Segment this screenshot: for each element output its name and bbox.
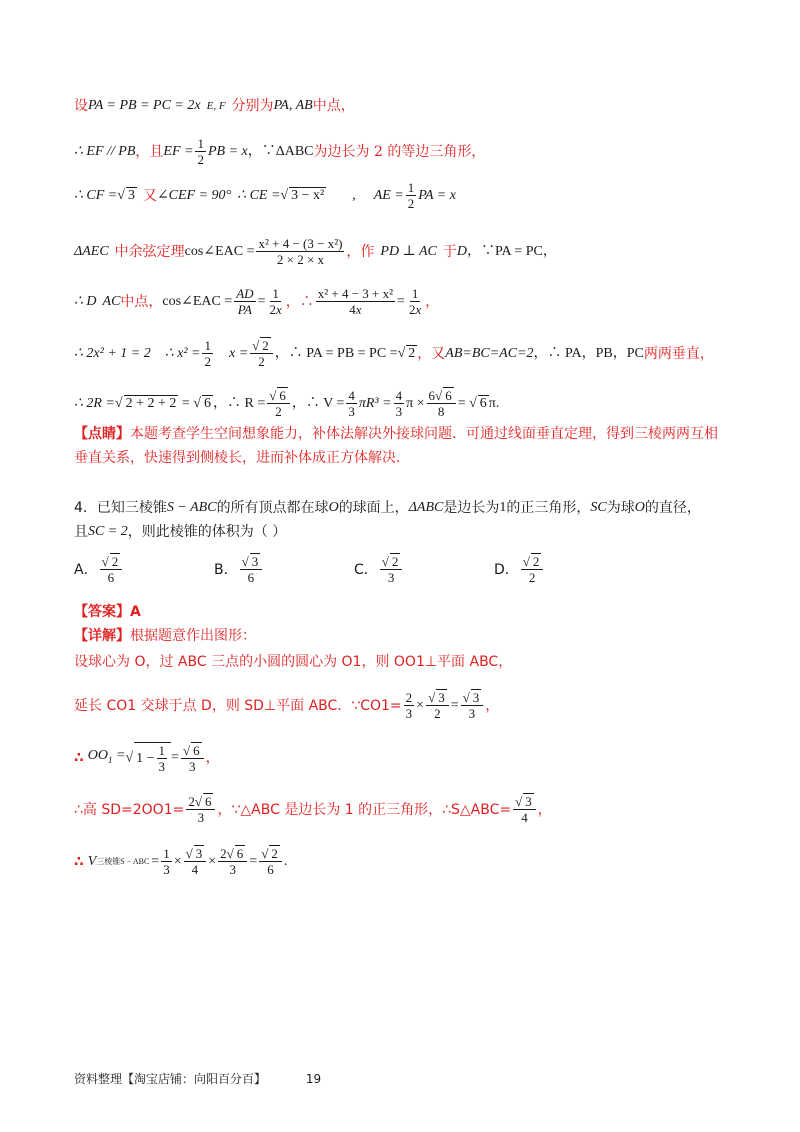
text: 为球 [606, 500, 635, 516]
text: 是边长为 [443, 500, 500, 516]
math: EF = [163, 143, 194, 159]
answer-label: 【答案】 [74, 604, 130, 620]
solution-line-2 [74, 136, 485, 167]
option-c[interactable]: C． $\frac{√ 2}{3}$ [354, 554, 494, 585]
math: ，∴ R = [212, 395, 266, 411]
page-footer [74, 1070, 321, 1087]
answer-line [74, 602, 141, 622]
text: 中点， [120, 293, 163, 310]
question-number: 4． [74, 500, 97, 516]
math: ，∴ PA，PB，PC [533, 345, 644, 361]
text: 中点， [312, 98, 355, 114]
math: ∴ x² = [164, 345, 201, 361]
text: 延长 CO1 交球于点 D，则 SD⊥平面 ABC．∵CO1= [74, 697, 402, 714]
math: ∴ CF = [74, 187, 118, 203]
math: PD ⊥ AC [380, 243, 437, 259]
page-number: 19 [305, 1072, 322, 1086]
text: 中余弦定理 [114, 243, 185, 260]
math: E, F [206, 100, 226, 112]
math: ，∴ V = [291, 395, 345, 411]
answer-value: A [130, 604, 141, 620]
math: AC [102, 293, 121, 309]
note-line-1 [74, 424, 718, 444]
math: ∴ EF // PB [74, 143, 136, 159]
math: cos∠EAC = [184, 243, 255, 259]
note-label: 【点睛】 [74, 426, 130, 442]
detail-line [74, 626, 256, 646]
math: ΔABC [408, 500, 444, 515]
fraction: $\frac{1}{2}$ [197, 136, 204, 167]
math: ，∴ PA = PB = PC = [274, 345, 398, 361]
solution-line-7: ∴ 2R = √ 2 + 2 + 2 = √ 6 ，∴ R = $\frac{√ 6}{2}$ ，∴ V = $\frac{4}{3}$ πR³ = $\frac{4}{3}$ π × $\frac{6√ 6}{8}$ = √ 6 π. [74, 388, 500, 419]
question-4-line-2 [74, 522, 286, 542]
math: ∴ CE = [237, 187, 281, 203]
text: 设 [74, 98, 88, 114]
text: ，则此棱锥的体积为（ ） [127, 524, 287, 540]
math: ，∵ΔABC [247, 143, 314, 159]
math: AE = [373, 187, 404, 203]
text: 的球面上， [338, 500, 409, 516]
question-4-line-1 [74, 498, 701, 518]
detail-text: 根据题意作出图形： [130, 628, 256, 644]
solution-line-3: ∴ CF = √ 3 又 ∠CEF = 90° ∴ CE = √ 3 − x² , AE = $\frac{1}{2}$ PA = x [74, 180, 456, 211]
detail-line-3: ∴ $OO_1$ = √ 1 − $\frac{1}{3}$ = $\frac{√ 6}{3}$ ， [74, 742, 220, 774]
note-text: 本题考查学生空间想象能力，补体法解决外接球问题．可通过线面垂直定理，得到三棱两两互相 [130, 426, 718, 442]
math: cos∠EAC = [162, 293, 233, 309]
math: π. [488, 395, 500, 411]
solution-line-5: ∴ D AC 中点， cos∠EAC = $\frac{AD}{PA}$ = $\frac{1}{2x}$ ，∴ $\frac{\text{x² + 4 − 3 + x²}}{4x}$ = $\frac{1}{2x}$ ， [74, 286, 440, 317]
math: D [456, 243, 468, 259]
math: PA = PB = PC = 2x [88, 98, 201, 113]
math: ∠CEF = 90° [156, 187, 232, 203]
text: 三棱锥S − ABC [96, 856, 150, 866]
detail-line-5: ∴ V 三棱锥S − ABC = $\frac{1}{3}$ × $\frac{√ 3}{4}$ × $\frac{2√ 6}{3}$ = $\frac{√ 2}{6}$ . [74, 846, 288, 877]
math: π × [406, 395, 425, 411]
note-line-2 [74, 448, 400, 468]
fraction: $\frac{\text{x² + 4 − (3 − x²)}}{2 \times 2 \times x}$ [258, 236, 343, 267]
math: PB = x [207, 143, 248, 159]
text: 且 [74, 524, 88, 540]
math: SC [590, 500, 607, 515]
text: ，又 [417, 345, 446, 362]
math: 1 [499, 500, 507, 515]
text: 又 [142, 187, 157, 204]
text: 于 [442, 243, 457, 260]
text: 为边长为 2 的等边三角形， [313, 143, 486, 160]
detail-line-1 [74, 652, 512, 672]
detail-line-2: 延长 CO1 交球于点 D，则 SD⊥平面 ABC．∵CO1= $\frac{2}{3}$ × $\frac{√ 3}{2}$ = $\frac{√ 3}{3}$ ， [74, 690, 500, 721]
option-d[interactable]: D． $\frac{√ 2}{2}$ [494, 554, 634, 585]
text: 的正三角形， [506, 500, 591, 516]
text: 的所有顶点都在球 [216, 500, 329, 516]
math: O [328, 500, 339, 515]
text: 的直径， [644, 500, 701, 516]
solution-line-6: ∴ 2x² + 1 = 2 ∴ x² = $\frac{1}{2}$ x = $\frac{√ 2}{2}$ ，∴ PA = PB = PC = √ 2 ，又 AB=BC=AC=2 ，∴ PA，PB，PC 两两垂直， [74, 338, 714, 369]
text: 设球心为 O，过 ABC 三点的小圆的圆心为 O1，则 OO1⊥平面 ABC， [74, 654, 513, 670]
math: PA, AB [273, 98, 313, 113]
text: 分别为 [231, 98, 274, 114]
math: ΔAEC [74, 243, 109, 259]
note-text: 垂直关系，快速得到侧棱长，进而补体成正方体解决. [74, 450, 401, 466]
math: ，∵PA = PC， [467, 243, 557, 259]
math: πR³ = [358, 395, 392, 411]
math: x = [228, 345, 249, 361]
text: ，且 [135, 143, 164, 160]
math: S − ABC [166, 500, 217, 515]
text: 已知三棱锥 [96, 500, 167, 516]
option-a[interactable]: A． $\frac{√ 2}{6}$ [74, 554, 214, 585]
math: ∴ 2x² + 1 = 2 [74, 345, 151, 361]
text: ， [425, 293, 440, 310]
detail-label: 【详解】 [74, 628, 130, 644]
text: ∴高 SD=2OO1= [74, 801, 185, 818]
solution-line-1 [74, 96, 355, 116]
text: ，∴ [285, 293, 314, 310]
math: SC = 2 [88, 524, 128, 539]
math: O [634, 500, 645, 515]
text: ，作 [346, 243, 375, 260]
fraction: $\frac{\text{x² + 4 − 3 + x²}}{4x}$ [317, 286, 394, 317]
question-4-options [74, 554, 634, 585]
text: ，∵△ABC 是边长为 1 的正三角形，∴S△ABC= [217, 801, 512, 818]
math: ∴ D [74, 293, 97, 309]
option-b[interactable]: B． $\frac{√ 3}{6}$ [214, 554, 354, 585]
detail-line-4: ∴高 SD=2OO1= $\frac{2√ 6}{3}$ ，∵△ABC 是边长为 1 的正三角形，∴S△ABC= $\frac{√ 3}{4}$ ， [74, 794, 552, 825]
math: AB=BC=AC=2 [445, 345, 534, 361]
text: 两两垂直， [643, 345, 714, 362]
footer-text: 资料整理【淘宝店铺：向阳百分百】 [74, 1072, 267, 1086]
math: PA = x [418, 187, 456, 203]
solution-line-4 [74, 236, 557, 267]
math: ∴ 2R = [74, 395, 115, 411]
fraction: $\frac{AD}{PA}$ [236, 286, 254, 317]
